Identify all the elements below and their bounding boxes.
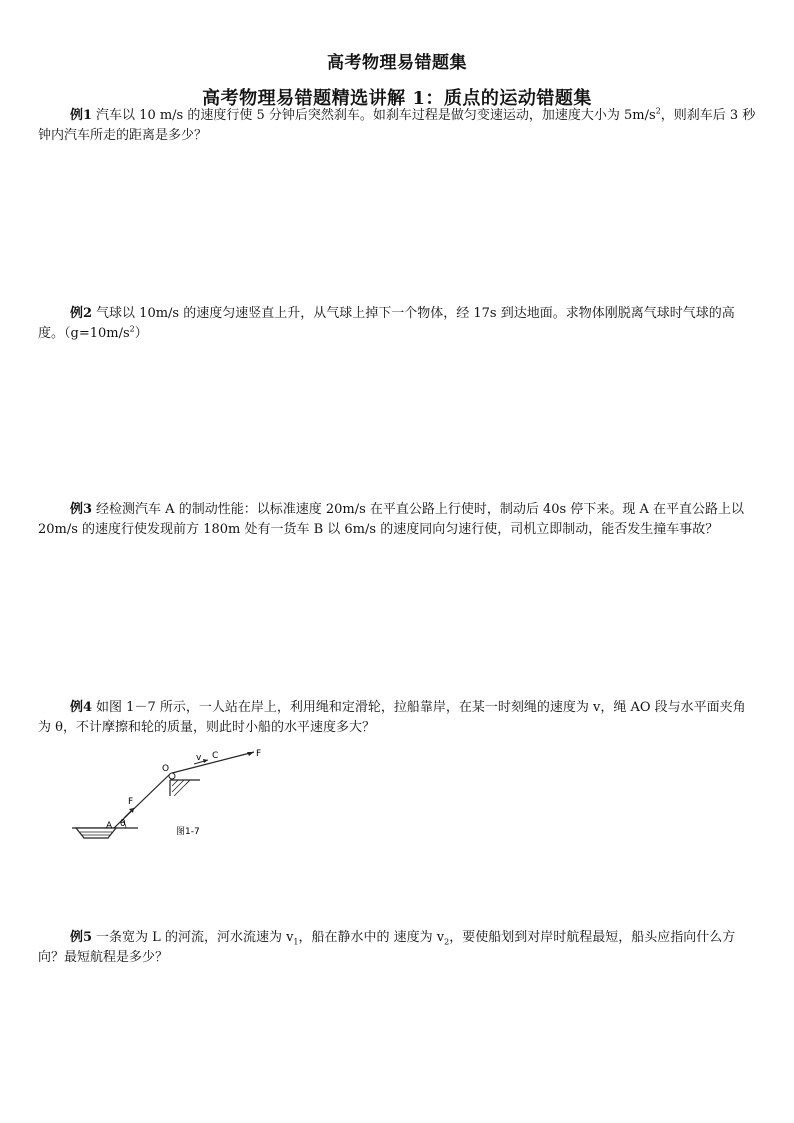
problem-4 [38,698,758,738]
problem-text: ，船在静水中的 速度为 v [298,930,445,945]
arrowhead [247,752,254,756]
arrowhead [203,759,208,763]
problem-3 [38,500,758,540]
figure-1-7 [68,746,268,842]
label-O: O [162,764,170,774]
label-F-upper: F [256,749,262,759]
problem-label: 例3 [70,502,93,517]
problem-label: 例5 [70,930,93,945]
problem-text: 气球以 10m/s 的速度匀速竖直上升，从气球上掉下一个物体，经 17s 到达地面。求物体刚脱离气球时气球的高度。（g=10m/s [38,306,735,341]
problem-text: 经检测汽车 A 的制动性能：以标准速度 20m/s 在平直公路上行使时，制动后 40s 停下来。现 A 在平直公路上以 20m/s 的速度行使发现前方 180m 处有一货车 B 以 6m/s 的速度同向匀速行使，司机立即制动，能否发生撞车事故？ [38,502,745,537]
page-title: 高考物理易错题集 [327,53,467,73]
bank-hatching [172,780,190,796]
label-A: A [106,821,113,831]
problem-text: 一条宽为 L 的河流，河水流速为 v [96,930,294,945]
label-theta: θ [120,819,126,829]
pulley-diagram [68,746,268,842]
label-C: C [212,751,219,761]
problem-text: ） [134,326,148,341]
problem-text: ，则刹车后 3 秒钟内汽车所走的距离是多少？ [38,108,756,143]
problem-label: 例2 [70,306,93,321]
problem-5 [38,928,758,968]
problem-label: 例4 [70,700,93,715]
label-F-lower: F [128,797,134,807]
superscript: 2 [655,106,661,116]
superscript: 2 [129,324,135,334]
problem-2 [38,304,758,344]
pulley-icon [169,773,175,779]
page-subtitle: 高考物理易错题精选讲解 1：质点的运动错题集 [202,88,592,109]
label-v: v [196,753,202,763]
figure-caption: 图1-7 [176,827,200,837]
subscript: 2 [444,937,450,947]
problem-1 [38,106,758,146]
problem-label: 例1 [70,108,93,123]
problem-text: 汽车以 10 m/s 的速度行使 5 分钟后突然刹车。如刹车过程是做匀变速运动，加速度大小为 5m/s [96,108,656,123]
subscript: 1 [293,937,299,947]
problem-text: ，要使船划到对岸时航程最短，船头应指向什么方向？最短航程是多少？ [38,930,736,965]
problem-text: 如图 1－7 所示，一人站在岸上，利用绳和定滑轮，拉船靠岸，在某一时刻绳的速度为 v，绳 AO 段与水平面夹角为 θ，不计摩擦和轮的质量，则此时小船的水平速度多大？ [38,700,746,735]
